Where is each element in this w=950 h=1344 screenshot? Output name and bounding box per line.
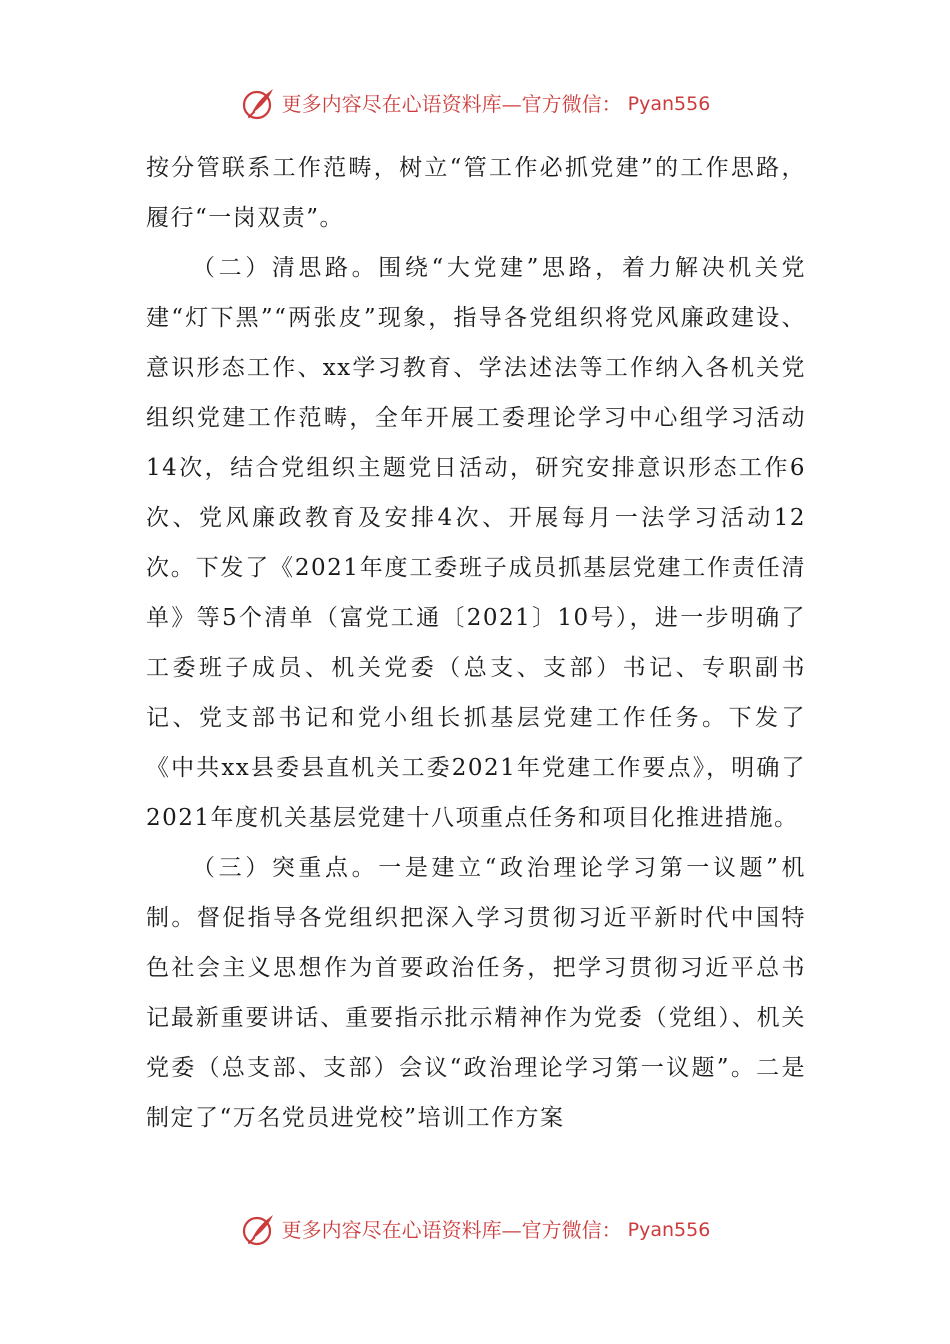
watermark-footer xyxy=(0,1208,950,1252)
feather-pen-logo-icon xyxy=(240,86,276,122)
paragraph-continuation: 按分管联系工作范畴，树立“管工作必抓党建”的工作思路，履行“一岗双责”。 xyxy=(146,155,806,231)
watermark-text: 更多内容尽在心语资料库—官方微信： xyxy=(281,1218,622,1242)
feather-pen-logo-icon xyxy=(240,1212,276,1248)
paragraph-clear-thinking: （二）清思路。围绕“大党建”思路，着力解决机关党建“灯下黑”“两张皮”现象，指导各党组织将党风廉政建设、意识形态工作、xx学习教育、学法述法等工作纳入各机关党组织党建工作范畴，全年开展工委理论学习中心组学习活动14次，结合党组织主题党日活动，研究安排意识形态工作6次、党风廉政教育及安排4次、开展每月一法学习活动12次。下发了《2021年度工委班子成员抓基层党建工作责任清单》等5个清单（富党工通〔2021〕10号），进一步明确了工委班子成员、机关党委（总支、支部）书记、专职副书记、党支部书记和党小组长抓基层党建工作任务。下发了《中共xx县委县直机关工委2021年党建工作要点》，明确了2021年度机关基层党建十八项重点任务和项目化推进措施。 xyxy=(146,255,806,831)
document-body xyxy=(146,143,806,1143)
watermark-wechat-id: Pyan556 xyxy=(627,93,711,115)
watermark-header xyxy=(0,82,950,126)
watermark-wechat-id: Pyan556 xyxy=(627,1219,711,1241)
watermark-text: 更多内容尽在心语资料库—官方微信： xyxy=(281,92,622,116)
paragraph-key-points: （三）突重点。一是建立“政治理论学习第一议题”机制。督促指导各党组织把深入学习贯彻习近平新时代中国特色社会主义思想作为首要政治任务，把学习贯彻习近平总书记最新重要讲话、重要指示批示精神作为党委（党组）、机关党委（总支部、支部）会议“政治理论学习第一议题”。二是制定了“万名党员进党校”培训工作方案 xyxy=(146,855,806,1131)
